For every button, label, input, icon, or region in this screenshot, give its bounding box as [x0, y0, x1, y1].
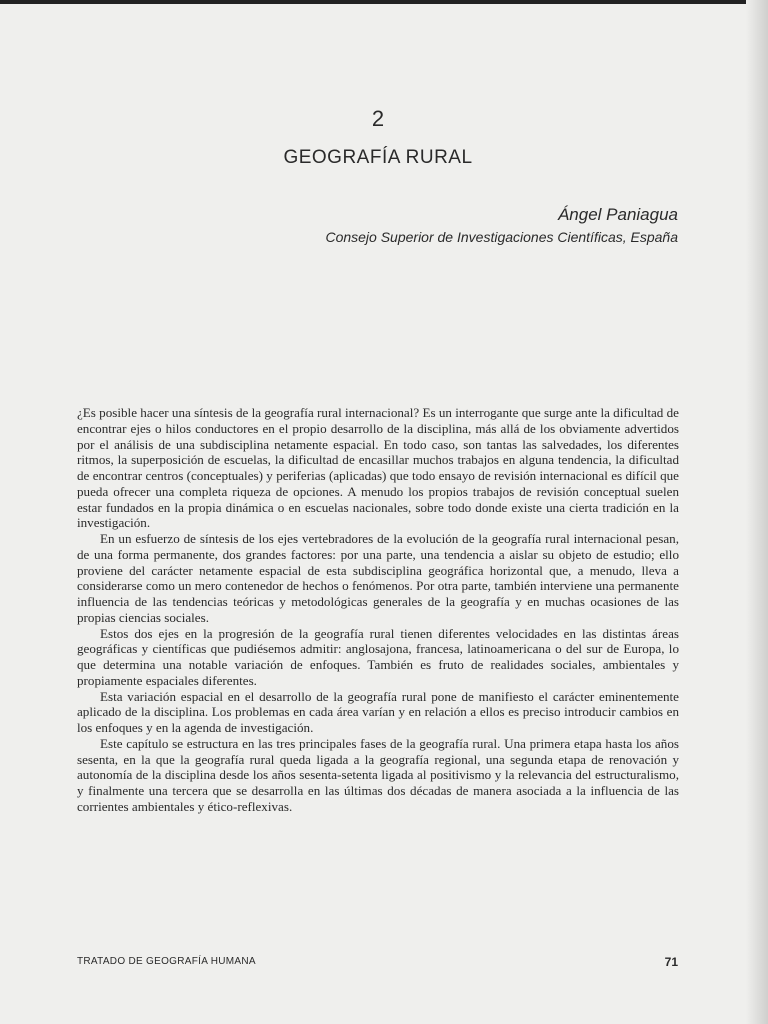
paragraph-5: Este capítulo se estructura en las tres principales fases de la geografía rural. Una primera etapa hasta los años sesenta, en la que la geografía rural queda ligada a la geografía regional, una segunda etapa de renovación y autonomía de la disciplina desde los años sesenta-setenta ligada al positivismo y la relevancia del estructuralismo, y finalmente una tercera que se desarrolla en las últimas dos décadas de manera asociada a la influencia de las corrientes ambientales y ético-reflexivas.: [77, 735, 679, 814]
running-footer-title: TRATADO DE GEOGRAFÍA HUMANA: [77, 956, 256, 967]
author-affiliation: Consejo Superior de Investigaciones Científicas, España: [325, 229, 678, 245]
author-name: Ángel Paniagua: [557, 205, 678, 224]
chapter-body: [77, 405, 679, 815]
paragraph-4: Esta variación espacial en el desarrollo de la geografía rural pone de manifiesto el carácter eminentemente aplicado de la disciplina. Los problemas en cada área varían y en relación a ellos es preciso introducir cambios en los enfoques y en la agenda de investigación.: [77, 688, 679, 735]
paragraph-3: Estos dos ejes en la progresión de la geografía rural tienen diferentes velocidades en las distintas áreas geográficas y científicas que pudiésemos admitir: anglosajona, francesa, latinoamericana o del sur de Europa, lo que determina una notable variación de enfoques. También es fruto de realidades sociales, ambientales y propiamente espaciales diferentes.: [77, 625, 679, 688]
paragraph-1: ¿Es posible hacer una síntesis de la geografía rural internacional? Es un interrogante que surge ante la dificultad de encontrar ejes o hilos conductores en el propio desarrollo de la disciplina, más allá de los obviamente advertidos por el análisis de una subdisciplina netamente espacial. En todo caso, son tantas las salvedades, los diferentes ritmos, la superposición de escuelas, la dificultad de encasillar muchos trabajos en alguna tendencia, la dificultad de encontrar centros (conceptuales) y periferias (aplicadas) que todo ensayo de revisión internacional es difícil que pueda ofrecer una completa riqueza de opciones. A menudo los propios trabajos de revisión conceptual suelen estar fundados en la propia dinámica o en escuelas nacionales, sobre todo donde existe una cierta tradición en la investigación.: [77, 405, 679, 531]
scan-top-edge: [0, 0, 768, 4]
paragraph-2: En un esfuerzo de síntesis de los ejes vertebradores de la evolución de la geografía rural internacional pesan, de una forma permanente, dos grandes factores: por una parte, una tendencia a aislar su objeto de estudio; ello proviene del carácter netamente espacial de esta subdisciplina geográfica horizontal que, a menudo, lleva a considerarse como un mero contenedor de hechos o fenómenos. Por otra parte, también interviene una permanente influencia de las tendencias teóricas y metodológicas generales de la geografía y en muchas ocasiones de las propias ciencias sociales.: [77, 531, 679, 625]
chapter-number: 2: [371, 106, 385, 131]
chapter-title: GEOGRAFÍA RURAL: [283, 147, 473, 168]
page-number: 71: [664, 955, 678, 969]
